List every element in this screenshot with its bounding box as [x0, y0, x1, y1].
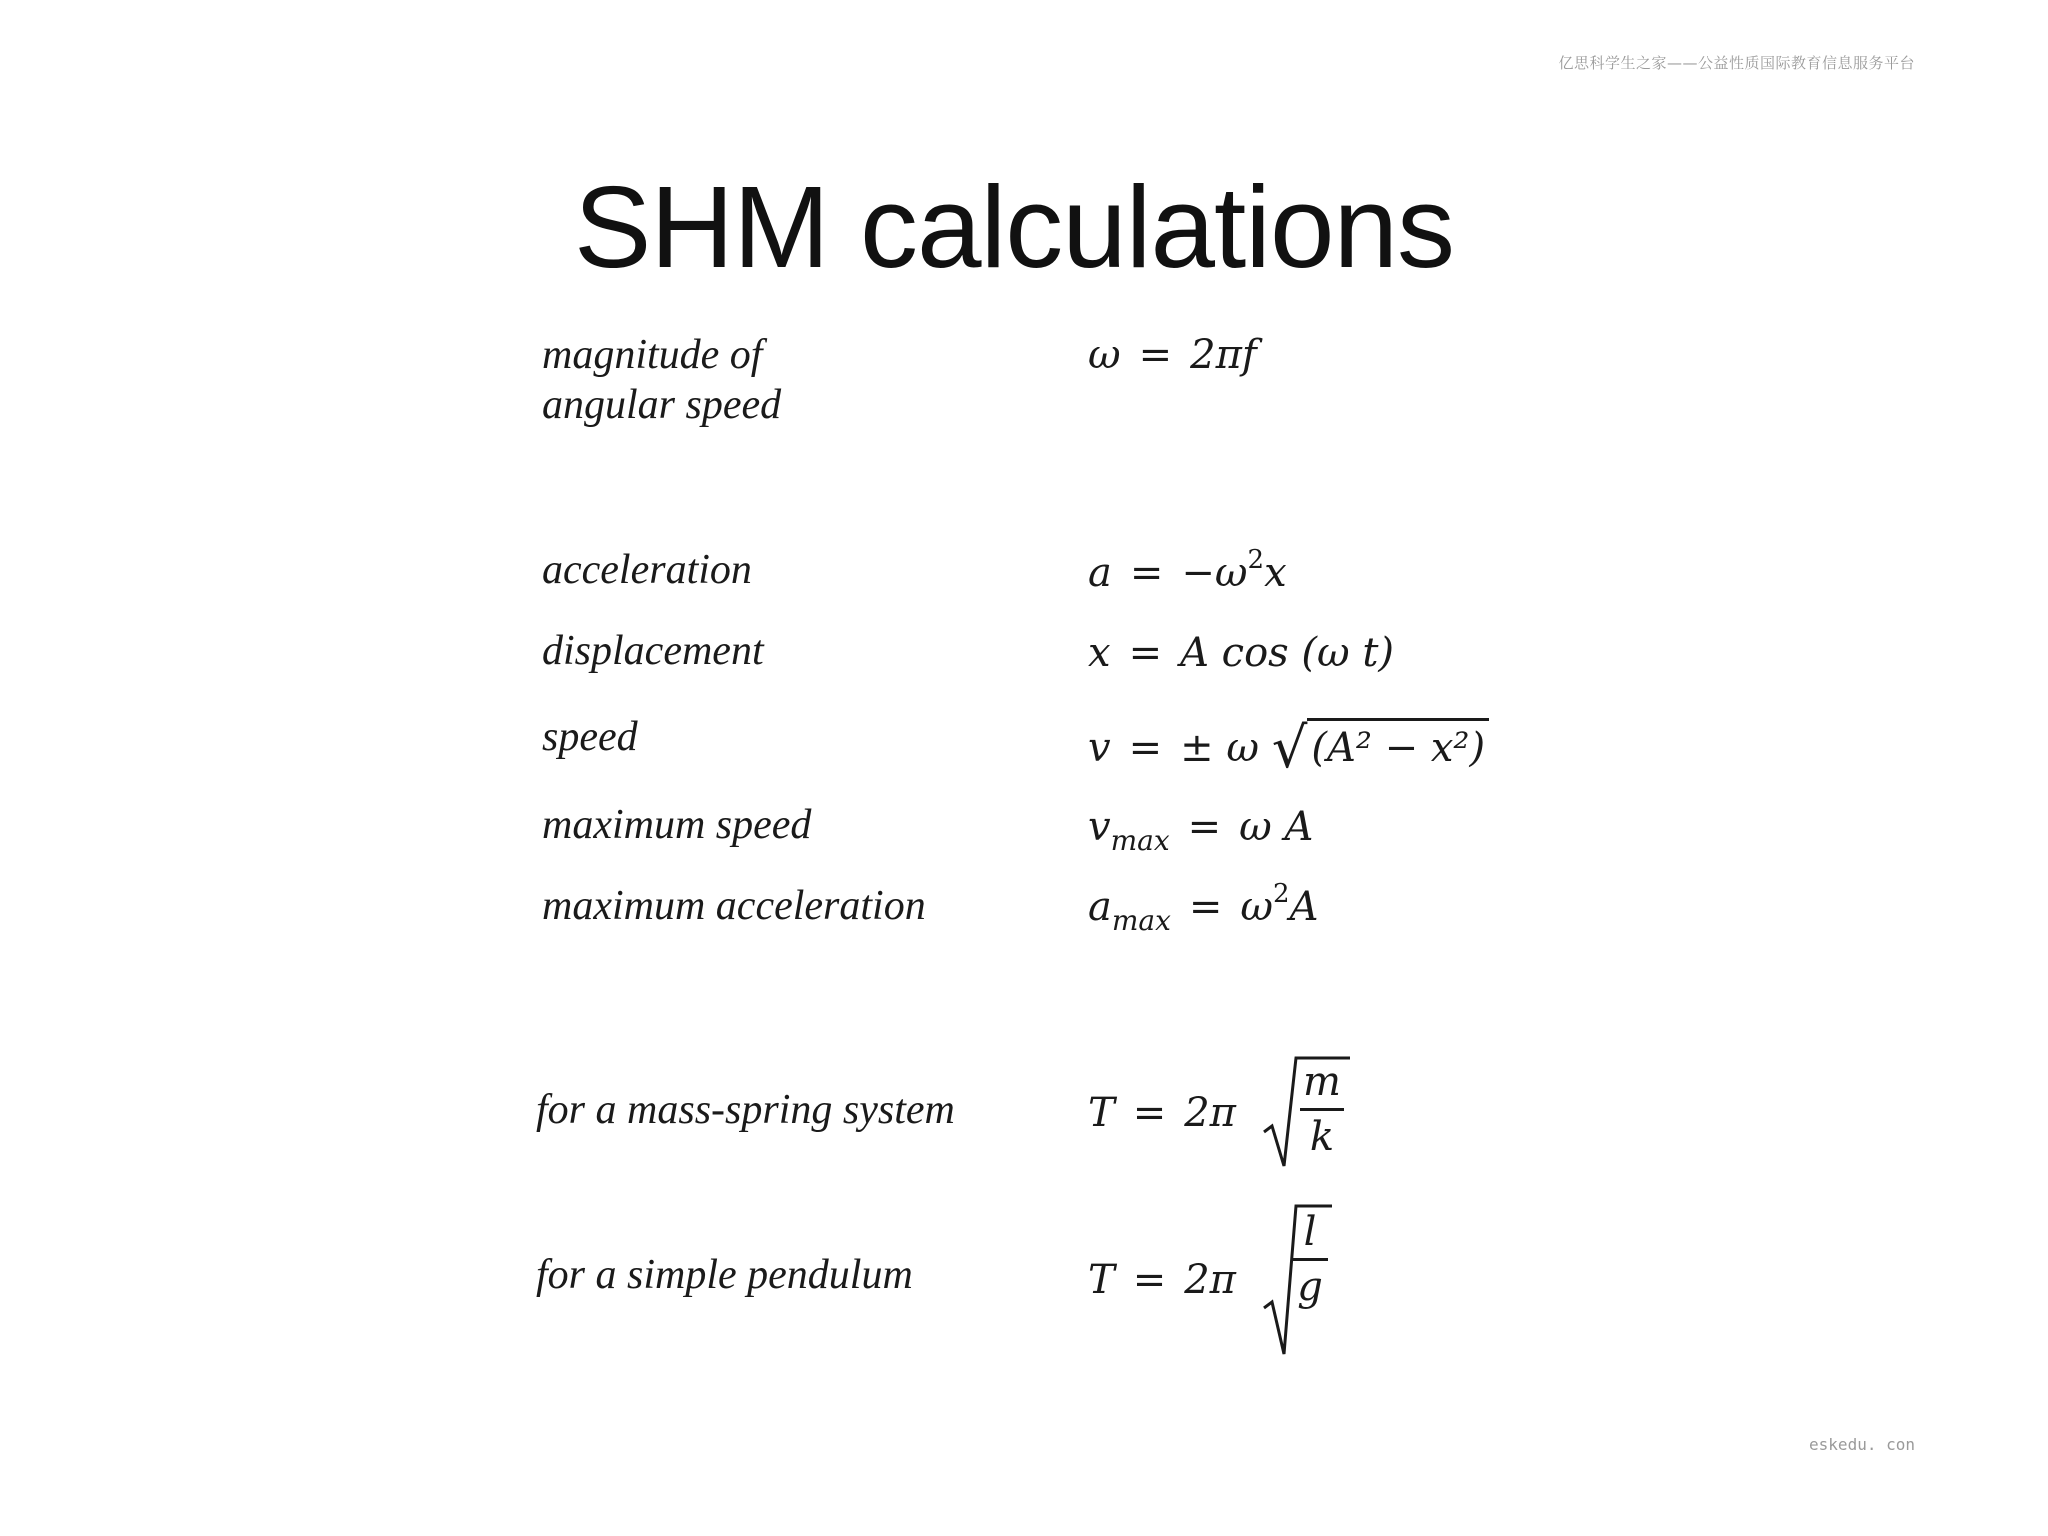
eq-rhs: −ω — [1181, 550, 1248, 596]
equals-sign: = — [1132, 1090, 1167, 1136]
eq-rhs: 2π — [1184, 1090, 1236, 1136]
fraction — [1300, 1058, 1344, 1161]
eq-lhs: x — [1088, 630, 1111, 676]
eq-rhs: 2πf — [1190, 332, 1257, 378]
equation-acceleration — [1088, 545, 1287, 598]
watermark-bottom: eskedu. con — [1809, 1435, 1915, 1454]
equals-sign: = — [1188, 884, 1223, 930]
eq-subscript: max — [1110, 824, 1170, 857]
fraction-numerator: l — [1303, 1209, 1317, 1255]
eq-lhs: T — [1088, 1090, 1115, 1136]
label-mass-spring: for a mass-spring system — [536, 1087, 955, 1133]
fraction-numerator: m — [1303, 1059, 1341, 1105]
eq-rhs: ω — [1240, 884, 1274, 930]
equals-sign: = — [1132, 1257, 1167, 1303]
watermark-top: 亿思科学生之家——公益性质国际教育信息服务平台 — [1558, 54, 1915, 72]
label-speed: speed — [542, 714, 638, 760]
root-fraction-mass-spring — [1262, 1052, 1352, 1172]
equals-sign: = — [1187, 804, 1222, 850]
slide-title: SHM calculations — [573, 162, 1455, 292]
square-root: √ (A² − x²) — [1272, 718, 1489, 774]
eq-lhs: T — [1088, 1257, 1115, 1303]
equation-mass-spring — [1088, 1088, 1236, 1138]
root-fraction-pendulum — [1262, 1198, 1352, 1358]
eq-lhs: a — [1088, 550, 1112, 596]
fraction — [1292, 1208, 1328, 1311]
eq-superscript: 2 — [1247, 545, 1265, 575]
eq-rhs-tail: A — [1289, 884, 1319, 930]
label-angular-speed: magnitude of angular speed — [542, 332, 782, 428]
equation-simple-pendulum — [1088, 1255, 1236, 1305]
fraction-denominator: k — [1309, 1114, 1335, 1160]
eq-lhs: v — [1088, 725, 1111, 771]
label-simple-pendulum: for a simple pendulum — [536, 1252, 913, 1298]
eq-rhs: ω A — [1239, 804, 1314, 850]
equals-sign: = — [1128, 725, 1163, 771]
equation-angular-speed — [1088, 330, 1257, 380]
fraction-bar — [1300, 1108, 1344, 1111]
fraction-denominator: g — [1297, 1264, 1323, 1310]
equation-maximum-acceleration — [1088, 879, 1319, 937]
eq-subscript: max — [1111, 904, 1171, 937]
label-displacement: displacement — [542, 628, 764, 674]
equals-sign: = — [1129, 550, 1164, 596]
equation-maximum-speed — [1088, 802, 1314, 857]
label-maximum-acceleration: maximum acceleration — [542, 883, 926, 929]
fraction-bar — [1292, 1258, 1328, 1261]
eq-rhs-prefix: ± ω — [1180, 725, 1259, 771]
equals-sign: = — [1128, 630, 1163, 676]
eq-superscript: 2 — [1273, 879, 1290, 909]
eq-rhs: 2π — [1184, 1257, 1236, 1303]
label-acceleration: acceleration — [542, 547, 752, 593]
eq-rhs-tail: x — [1264, 550, 1287, 596]
eq-rhs: A cos (ω t) — [1180, 630, 1395, 676]
label-maximum-speed: maximum speed — [542, 802, 812, 848]
eq-lhs: a — [1088, 884, 1112, 930]
eq-lhs: v — [1088, 804, 1111, 850]
radicand: (A² − x²) — [1307, 718, 1489, 773]
eq-lhs: ω — [1088, 332, 1121, 378]
equation-speed — [1088, 716, 1489, 781]
equation-displacement — [1088, 628, 1394, 678]
equals-sign: = — [1138, 332, 1173, 378]
